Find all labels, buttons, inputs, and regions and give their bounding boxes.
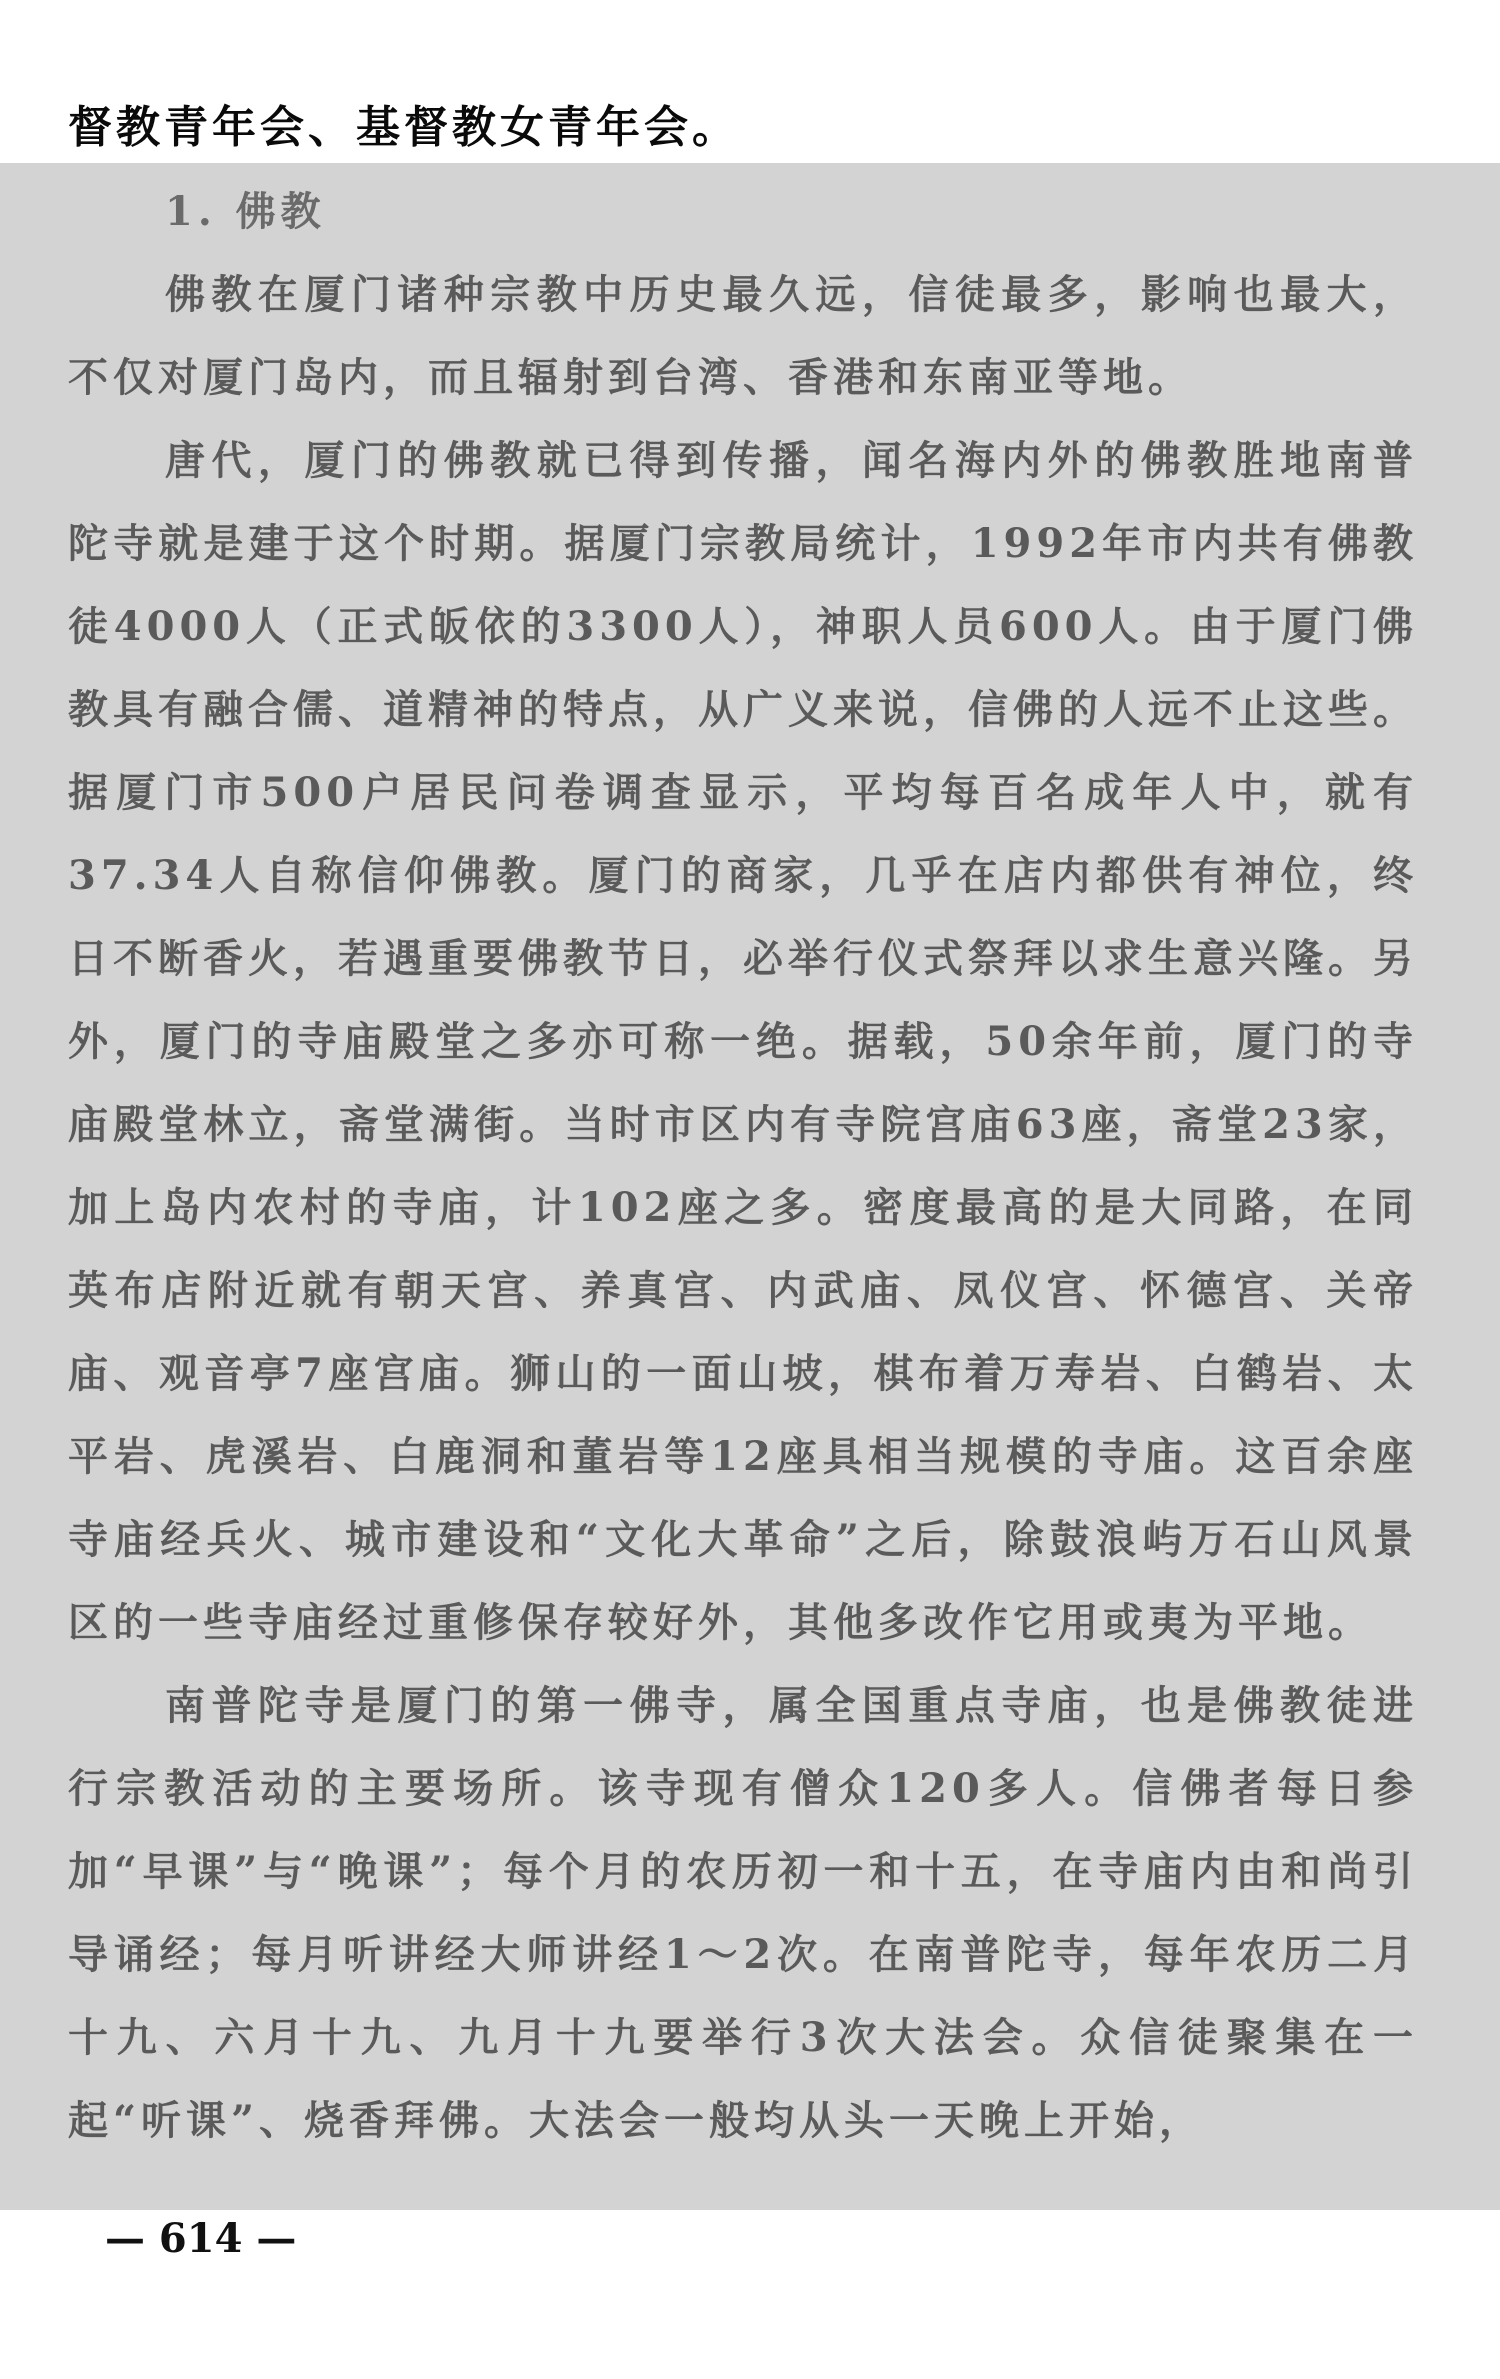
page-number: — 614 — [105, 2215, 297, 2262]
section-heading: 1. 佛教 [165, 188, 326, 235]
paragraph-1: 佛教在厦门诸种宗教中历史最久远，信徒最多，影响也最大，不仅对厦门岛内，而且辐射到台湾、香港和东南亚等地。 [68, 271, 1418, 401]
body-text [68, 170, 1418, 2162]
paragraph-3: 南普陀寺是厦门的第一佛寺，属全国重点寺庙，也是佛教徒进行宗教活动的主要场所。该寺现有僧众120多人。信佛者每日参加“早课”与“晚课”；每个月的农历初一和十五，在寺庙内由和尚引导诵经；每月听讲经大师讲经1～2次。在南普陀寺，每年农历二月十九、六月十九、九月十九要举行3次大法会。众信徒聚集在一起“听课”、烧香拜佛。大法会一般均从头一天晚上开始， [68, 1682, 1418, 2144]
paragraph-2: 唐代，厦门的佛教就已得到传播，闻名海内外的佛教胜地南普陀寺就是建于这个时期。据厦门宗教局统计，1992年市内共有佛教徒4000人（正式皈依的3300人），神职人员600人。由于厦门佛教具有融合儒、道精神的特点，从广义来说，信佛的人远不止这些。据厦门市500户居民问卷调查显示，平均每百名成年人中，就有37.34人自称信仰佛教。厦门的商家，几乎在店内都供有神位，终日不断香火，若遇重要佛教节日，必举行仪式祭拜以求生意兴隆。另外，厦门的寺庙殿堂之多亦可称一绝。据载，50余年前，厦门的寺庙殿堂林立，斋堂满街。当时市区内有寺院宫庙63座，斋堂23家，加上岛内农村的寺庙，计102座之多。密度最高的是大同路，在同英布店附近就有朝天宫、养真宫、内武庙、凤仪宫、怀德宫、关帝庙、观音亭7座宫庙。狮山的一面山坡，棋布着万寿岩、白鹤岩、太平岩、虎溪岩、白鹿洞和董岩等12座具相当规模的寺庙。这百余座寺庙经兵火、城市建设和“文化大革命”之后，除鼓浪屿万石山风景区的一些寺庙经过重修保存较好外，其他多改作它用或夷为平地。 [68, 437, 1418, 1646]
carried-over-line: 督教青年会、基督教女青年会。 [68, 102, 740, 153]
